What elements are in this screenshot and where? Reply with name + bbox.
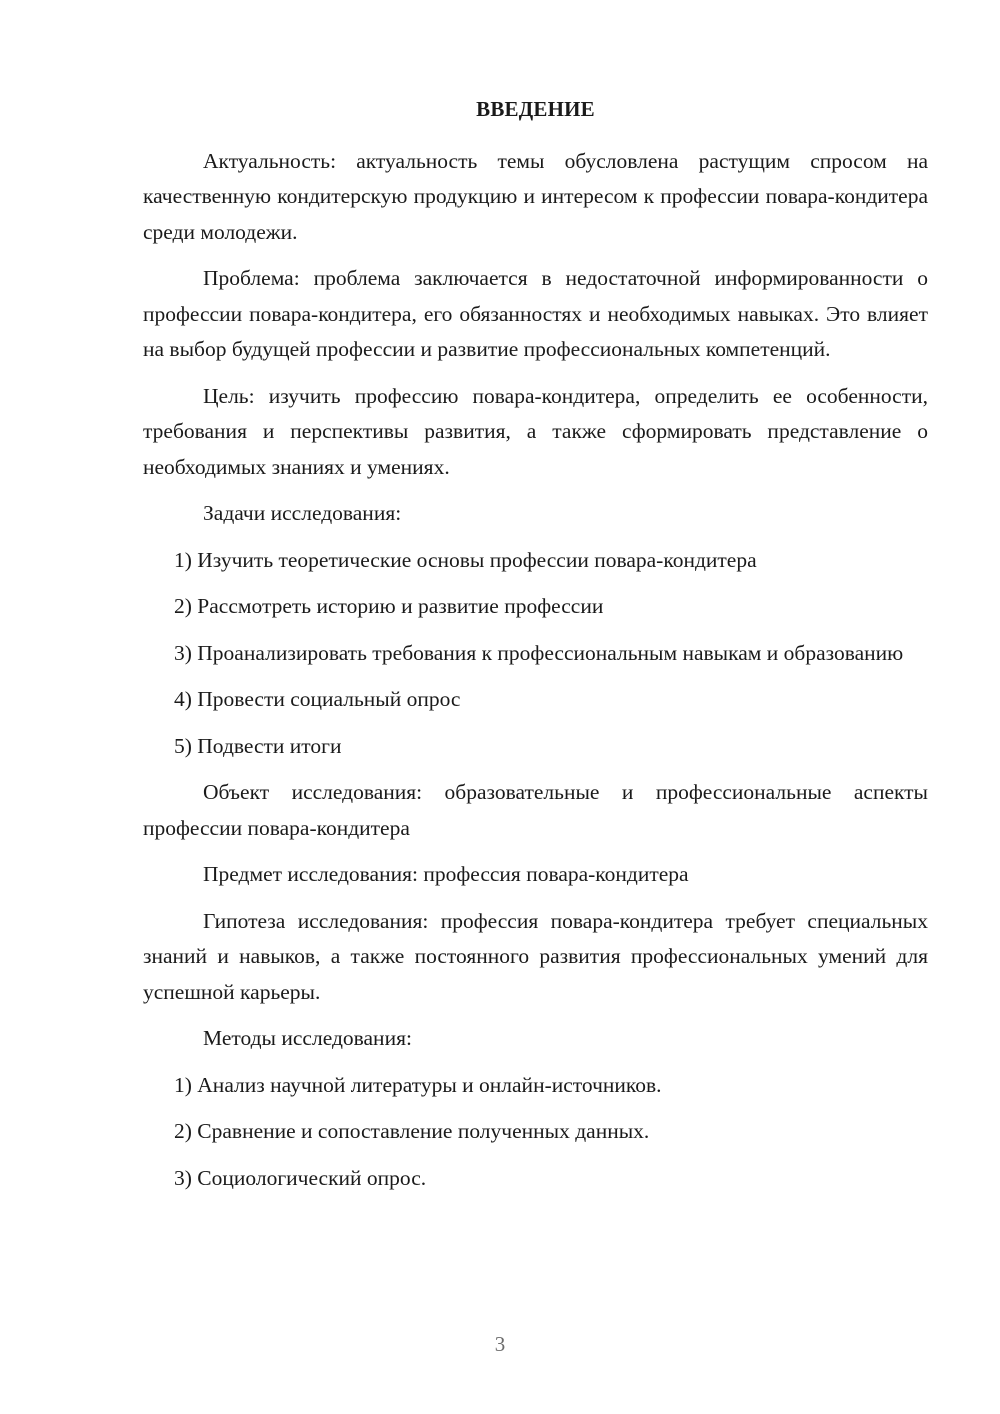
subject-paragraph: Предмет исследования: профессия повара-кондитера	[203, 862, 689, 886]
methods-heading: Методы исследования:	[203, 1026, 412, 1050]
tasks-heading: Задачи исследования:	[203, 501, 402, 525]
relevance-paragraph: Актуальность: актуальность темы обусловлена растущим спросом на качественную кондитерскую продукцию и интересом к профессии повара-кондитера среди молодежи.	[143, 148, 928, 244]
goal-paragraph: Цель: изучить профессию повара-кондитера, определить ее особенности, требования и перспективы развития, а также сформировать представление о необходимых знаниях и умениях.	[143, 383, 928, 479]
task-item: 3) Проанализировать требования к профессиональным навыкам и образованию	[174, 640, 904, 665]
problem-paragraph: Проблема: проблема заключается в недостаточной информированности о профессии повара-кондитера, его обязанностях и необходимых навыках. Это влияет на выбор будущей профессии и развитие профессиональных компетенций.	[143, 266, 928, 361]
page-number: 3	[494, 1332, 506, 1356]
object-paragraph: Объект исследования: образовательные и профессиональные аспекты профессии повара-кондитера	[143, 780, 928, 840]
method-item: 2) Сравнение и сопоставление полученных данных.	[174, 1119, 650, 1143]
task-item: 5) Подвести итоги	[174, 733, 342, 758]
method-item: 1) Анализ научной литературы и онлайн-источников.	[174, 1072, 662, 1097]
section-heading: ВВЕДЕНИЕ	[476, 97, 595, 121]
document-body	[143, 92, 928, 1207]
task-item: 2) Рассмотреть историю и развитие профессии	[174, 594, 604, 618]
method-item: 3) Социологический опрос.	[174, 1165, 427, 1190]
task-item: 1) Изучить теоретические основы профессии повара-кондитера	[174, 547, 757, 572]
task-item: 4) Провести социальный опрос	[174, 687, 461, 711]
hypothesis-paragraph: Гипотеза исследования: профессия повара-кондитера требует специальных знаний и навыков, а также постоянного развития профессиональных умений для успешной карьеры.	[143, 908, 928, 1004]
